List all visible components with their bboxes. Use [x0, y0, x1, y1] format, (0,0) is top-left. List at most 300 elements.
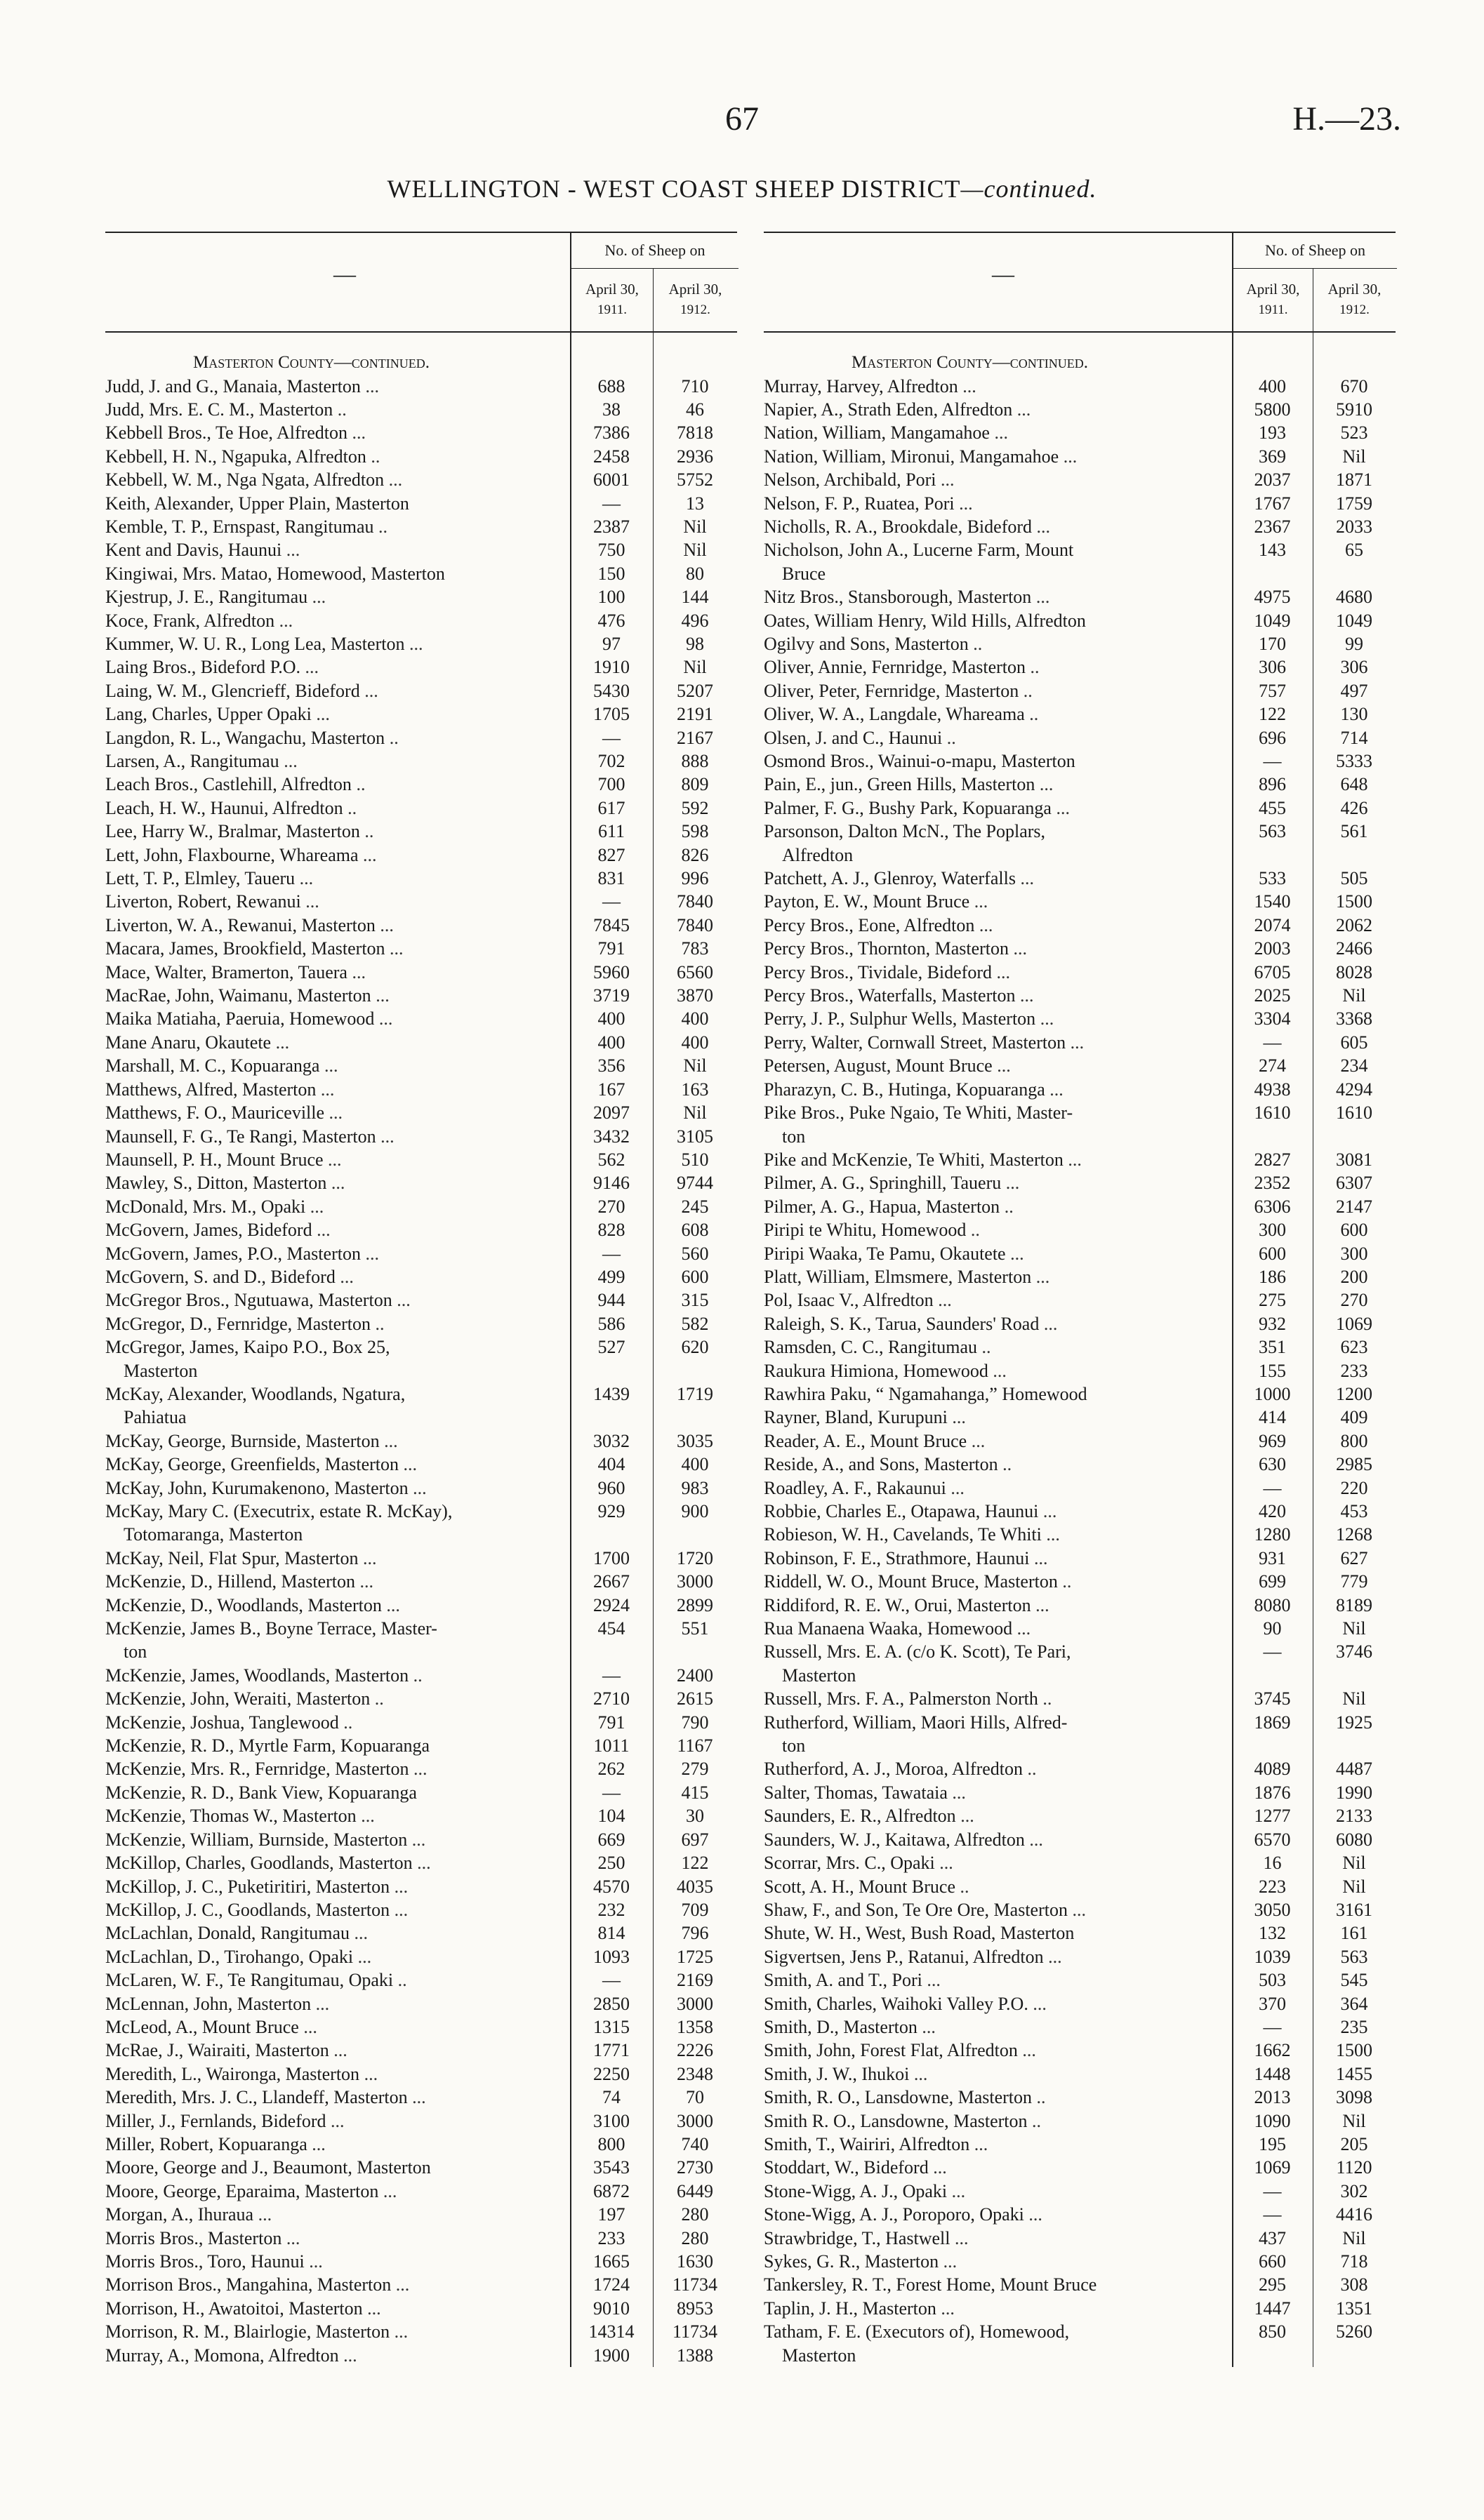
leader-dots: ... [335, 1266, 354, 1287]
leader-dots: .. [370, 1688, 384, 1709]
sheep-1912: 796 [681, 1923, 709, 1944]
sheep-1911: 562 [597, 1149, 625, 1170]
sheep-1911: 2037 [1254, 469, 1291, 491]
owner-name: McGovern, James, Bideford ... [105, 1220, 331, 1241]
leader-dots: ... [1017, 2040, 1036, 2061]
leader-dots: ... [304, 2251, 323, 2272]
table-row [105, 1429, 737, 1453]
leader-dots: ... [933, 1290, 952, 1311]
owner-name: Bruce [782, 563, 826, 584]
sheep-1912: 161 [1340, 1923, 1368, 1944]
owner-name: Pilmer, A. G., Hapua, Masterton .. [764, 1196, 1014, 1217]
sheep-1911: 929 [597, 1501, 625, 1521]
sheep-1911: 274 [1259, 1055, 1286, 1076]
owner-name: Percy Bros., Thornton, Masterton ... [764, 938, 1028, 959]
sheep-1912: 809 [681, 774, 709, 795]
header-group: No. of Sheep on [1232, 233, 1397, 269]
table-row [105, 1734, 737, 1757]
sheep-1911: 827 [597, 844, 625, 865]
table-row [764, 1898, 1396, 1921]
leader-dots: ... [1039, 1313, 1058, 1334]
sheep-1912: 900 [681, 1501, 709, 1521]
table-row [105, 562, 737, 585]
sheep-1911: 143 [1259, 540, 1286, 561]
sheep-1912: 233 [1340, 1360, 1368, 1381]
table-row [764, 702, 1396, 726]
sheep-1911: 1705 [593, 704, 630, 725]
sheep-1912: 1268 [1336, 1524, 1372, 1545]
sheep-1912: 9744 [677, 1173, 713, 1194]
sheep-1911: 38 [602, 399, 621, 420]
leader-dots: ... [281, 2227, 300, 2248]
owner-name: Morris Bros., Toro, Haunui ... [105, 2251, 323, 2272]
sheep-1911: 1439 [593, 1383, 630, 1404]
leader-dots: .. [942, 727, 956, 748]
owner-name: McKenzie, Mrs. R., Fernridge, Masterton ... [105, 1759, 428, 1780]
leader-dots: ... [281, 540, 300, 561]
leader-dots: ... [311, 1993, 330, 2014]
sheep-1911: 944 [597, 1290, 625, 1311]
owner-name: Nelson, Archibald, Pori ... [764, 469, 955, 491]
sheep-1911: 2250 [593, 2063, 630, 2084]
owner-name: Morgan, A., Ihuraua ... [105, 2204, 272, 2225]
sheep-1912: 3000 [677, 2110, 713, 2131]
sheep-1912: 1455 [1336, 2063, 1372, 2084]
owner-name: Payton, E. W., Mount Bruce ... [764, 891, 988, 912]
sheep-1912: 4680 [1336, 587, 1372, 608]
owner-name: Smith, John, Forest Flat, Alfredton ... [764, 2040, 1036, 2061]
table-row [105, 1828, 737, 1851]
owner-name: Pharazyn, C. B., Hutinga, Kopuaranga ... [764, 1079, 1064, 1100]
sheep-1912: 2167 [677, 727, 713, 748]
sheep-1911: 1090 [1254, 2110, 1291, 2131]
sheep-1912: 592 [681, 797, 709, 818]
sheep-1911: 527 [597, 1337, 625, 1358]
table-row [764, 1078, 1396, 1101]
owner-name: Shute, W. H., West, Bush Road, Masterton [764, 1923, 1075, 1944]
owner-name: Sykes, G. R., Masterton ... [764, 2251, 958, 2272]
sheep-1912: 714 [1340, 727, 1368, 748]
sheep-1911: — [602, 493, 621, 514]
sheep-1912: 2033 [1336, 516, 1372, 537]
table-row [105, 796, 737, 820]
owner-name: Kjestrup, J. E., Rangitumau ... [105, 587, 326, 608]
sheep-1911: 1910 [593, 657, 630, 678]
sheep-1911: 3719 [593, 985, 630, 1006]
sheep-1912: 1069 [1336, 1313, 1372, 1334]
owner-name: McDonald, Mrs. M., Opaki ... [105, 1196, 324, 1217]
table-row [764, 655, 1396, 679]
sheep-1911: 3100 [593, 2110, 630, 2131]
table-row [764, 2156, 1396, 2179]
sheep-1911: — [602, 891, 621, 912]
sheep-1911: 757 [1259, 680, 1286, 701]
table-row [105, 1125, 737, 1148]
sheep-1912: 5910 [1336, 399, 1372, 420]
sheep-1911: — [1263, 2204, 1282, 2225]
leader-dots: ... [360, 1243, 379, 1264]
sheep-1911: 5430 [593, 680, 630, 701]
leader-dots: ... [1035, 1008, 1054, 1029]
header-group: No. of Sheep on [570, 233, 738, 269]
sheep-1911: 9010 [593, 2298, 630, 2319]
owner-name: McKenzie, James, Woodlands, Masterton .. [105, 1665, 423, 1686]
table-row [764, 1992, 1396, 2015]
sheep-1911: 5960 [593, 961, 630, 982]
sheep-1912: 790 [681, 1712, 709, 1733]
sheep-1912: Nil [683, 1102, 707, 1124]
leader-dots: ... [934, 1853, 953, 1874]
sheep-1912: 2062 [1336, 914, 1372, 935]
table-row [105, 867, 737, 890]
leader-dots: ... [1015, 985, 1034, 1006]
leader-dots: ... [379, 1430, 398, 1451]
table-row [105, 890, 737, 913]
sheep-1912: 1049 [1336, 610, 1372, 631]
leader-dots: ... [409, 1759, 428, 1780]
sheep-1912: Nil [1342, 446, 1366, 467]
sheep-1911: — [1263, 1032, 1282, 1053]
sheep-1912: Nil [1342, 985, 1366, 1006]
leader-dots: ... [936, 2298, 955, 2319]
owner-name: Larsen, A., Rangitumau ... [105, 751, 298, 771]
sheep-1912: 740 [681, 2133, 709, 2154]
sheep-1912: 826 [681, 844, 709, 865]
owner-name: Murray, Harvey, Alfredton ... [764, 375, 976, 396]
table-row [105, 2086, 737, 2109]
leader-dots: .. [343, 797, 357, 818]
owner-name: Patchett, A. J., Glenroy, Waterfalls ... [764, 868, 1034, 889]
sheep-1912: 1759 [1336, 493, 1372, 514]
leader-dots: .. [966, 1220, 980, 1241]
owner-name: Stoddart, W., Bideford ... [764, 2157, 947, 2178]
leader-dots: ... [928, 2157, 947, 2178]
leader-dots: ... [967, 1430, 986, 1451]
leader-dots: ... [1031, 587, 1050, 608]
owner-name: Judd, J. and G., Manaia, Masterton ... [105, 375, 379, 396]
table-row [764, 1242, 1396, 1265]
leader-dots: ... [390, 1876, 409, 1897]
leader-dots: ... [391, 2274, 410, 2295]
sheep-1911: 660 [1259, 2251, 1286, 2272]
owner-name: Liverton, W. A., Rewanui, Masterton ... [105, 914, 394, 935]
owner-name: Osmond Bros., Wainui-o-mapu, Masterton [764, 751, 1075, 771]
table-row [105, 1078, 737, 1101]
sheep-1911: 611 [597, 821, 625, 842]
leader-dots: ... [358, 844, 377, 865]
table-row [105, 1500, 737, 1523]
table-row [764, 1968, 1396, 1992]
leader-dots: ... [1031, 1266, 1050, 1287]
leader-dots: ... [917, 2016, 936, 2037]
table-row [105, 844, 737, 867]
owner-name: Robbie, Charles E., Otapawa, Haunui ... [764, 1501, 1057, 1521]
table-row [105, 773, 737, 796]
sheep-1911: — [602, 727, 621, 748]
leader-dots: ... [385, 938, 404, 959]
owner-name: Saunders, W. J., Kaitawa, Alfredton ... [764, 1829, 1043, 1850]
owner-name: Morrison, R. M., Blairlogie, Masterton ... [105, 2321, 409, 2342]
leader-dots: ... [376, 1126, 395, 1147]
leader-dots: ... [969, 2133, 988, 2154]
table-row [764, 2062, 1396, 2086]
sheep-1911: 700 [597, 774, 625, 795]
table-row [764, 2039, 1396, 2062]
sheep-1911: 1093 [593, 1946, 630, 1967]
table-row [105, 1007, 737, 1030]
sheep-1911: 2074 [1254, 914, 1291, 935]
table-row [764, 421, 1396, 444]
sheep-1911: 155 [1259, 1360, 1286, 1381]
sheep-1911: 600 [1259, 1243, 1286, 1264]
sheep-1912: 620 [681, 1337, 709, 1358]
table-row [764, 609, 1396, 632]
table-row [105, 2320, 737, 2343]
table-row [105, 1031, 737, 1054]
table-row [764, 1359, 1396, 1382]
owner-name: Murray, A., Momona, Alfredton ... [105, 2345, 357, 2366]
table-row [105, 2227, 737, 2250]
leader-dots: ... [326, 1173, 345, 1194]
leader-dots: ... [946, 1477, 965, 1498]
owner-name: Robinson, F. E., Strathmore, Haunui ... [764, 1547, 1048, 1568]
leader-dots: ... [412, 1853, 431, 1874]
sheep-1912: 163 [681, 1079, 709, 1100]
sheep-1912: 605 [1340, 1032, 1368, 1053]
sheep-1912: 608 [681, 1220, 709, 1241]
sheep-1912: 718 [1340, 2251, 1368, 2272]
table-row [764, 1711, 1396, 1734]
table-row [105, 609, 737, 632]
table-row [105, 445, 737, 468]
owner-name: Platt, William, Elmsmere, Masterton ... [764, 1266, 1050, 1287]
sheep-1912: 2899 [677, 1594, 713, 1615]
leader-dots: ... [350, 1923, 369, 1944]
sheep-1912: 3000 [677, 1993, 713, 2014]
sheep-1911: 104 [597, 1806, 625, 1827]
sheep-1912: 800 [1340, 1430, 1368, 1451]
owner-name: Kummer, W. U. R., Long Lea, Masterton ... [105, 633, 423, 654]
sheep-1911: 3745 [1254, 1688, 1291, 1709]
table-row [764, 1007, 1396, 1030]
sheep-1912: 2169 [677, 1970, 713, 1991]
leader-dots: ... [362, 2298, 381, 2319]
table-row [764, 1828, 1396, 1851]
leader-dots: ... [1045, 1079, 1064, 1100]
leader-dots: ... [939, 2251, 958, 2272]
owner-name: Alfredton [782, 844, 854, 865]
owner-name: Leach, H. W., Haunui, Alfredton .. [105, 797, 357, 818]
table-row [105, 749, 737, 773]
leader-dots: ... [375, 914, 394, 935]
sheep-1912: 497 [1340, 680, 1368, 701]
sheep-1911: 2387 [593, 516, 630, 537]
table-row [764, 468, 1396, 491]
sheep-1912: 13 [686, 493, 704, 514]
leader-dots: .. [371, 1313, 385, 1334]
sheep-1911: 233 [597, 2227, 625, 2248]
sheep-1912: 3161 [1336, 1899, 1372, 1920]
owner-name: Percy Bros., Tividale, Bideford ... [764, 961, 1010, 982]
owner-name: Riddell, W. O., Mount Bruce, Masterton .. [764, 1571, 1072, 1592]
owner-name: Ramsden, C. C., Rangitumau .. [764, 1337, 991, 1358]
owner-name: Oliver, Annie, Fernridge, Masterton .. [764, 657, 1040, 678]
sheep-1912: 1388 [677, 2345, 713, 2366]
sheep-1911: 300 [1259, 1220, 1286, 1241]
sheep-1912: 888 [681, 751, 709, 771]
sheep-1912: 551 [681, 1618, 709, 1639]
table-row [764, 890, 1396, 913]
table-row [764, 1195, 1396, 1218]
owner-name: Reader, A. E., Mount Bruce ... [764, 1430, 986, 1451]
leader-dots: ... [992, 1055, 1011, 1076]
sheep-1911: 3304 [1254, 1008, 1291, 1029]
sheep-1912: 2400 [677, 1665, 713, 1686]
leader-dots: ... [311, 704, 330, 725]
sheep-1912: 80 [686, 563, 704, 584]
leader-dots: ... [338, 2345, 357, 2366]
owner-name: Mane Anaru, Okautete ... [105, 1032, 290, 1053]
sheep-1911: 1280 [1254, 1524, 1291, 1545]
sheep-1911: 499 [597, 1266, 625, 1287]
sheep-1912: 1500 [1336, 891, 1372, 912]
sheep-1911: 1869 [1254, 1712, 1291, 1733]
table-row [764, 445, 1396, 468]
sheep-1911: 4089 [1254, 1759, 1291, 1780]
owner-name: Ogilvy and Sons, Masterton .. [764, 633, 983, 654]
owner-name: McKenzie, R. D., Bank View, Kopuaranga [105, 1782, 417, 1803]
sheep-1912: 1167 [677, 1735, 713, 1756]
sheep-1911: 437 [1259, 2227, 1286, 2248]
owner-name: Koce, Frank, Alfredton ... [105, 610, 293, 631]
sheep-1912: 3081 [1336, 1149, 1372, 1170]
sheep-1911: 6872 [593, 2180, 630, 2201]
sheep-1912: 496 [681, 610, 709, 631]
table-row [764, 398, 1396, 421]
table-row [764, 515, 1396, 538]
table-row [105, 1288, 737, 1312]
leader-dots: ... [323, 1149, 342, 1170]
leader-dots: ... [1012, 399, 1031, 420]
sheep-1911: — [602, 1665, 621, 1686]
sheep-1912: 8953 [677, 2298, 713, 2319]
owner-name: Laing, W. M., Glencrieff, Bideford ... [105, 680, 378, 701]
sheep-1911: 2667 [593, 1571, 630, 1592]
table-row [764, 1265, 1396, 1288]
header-dash: — [992, 261, 1014, 286]
table-row [764, 2203, 1396, 2226]
sheep-1912: 1500 [1336, 2040, 1372, 2061]
sheep-1911: 100 [597, 587, 625, 608]
leader-dots: ... [1012, 1618, 1031, 1639]
owner-name: McGovern, James, P.O., Masterton ... [105, 1243, 379, 1264]
table-row [764, 1476, 1396, 1500]
sheep-1912: 510 [681, 1149, 709, 1170]
owner-name: Meredith, L., Waironga, Masterton ... [105, 2063, 378, 2084]
table-row [105, 1453, 737, 1476]
owner-name: Palmer, F. G., Bushy Park, Kopuaranga ... [764, 797, 1070, 818]
leader-dots: .. [409, 1665, 423, 1686]
owner-name: Raleigh, S. K., Tarua, Saunders' Road ... [764, 1313, 1058, 1334]
sheep-1912: 627 [1340, 1547, 1368, 1568]
table-body [764, 333, 1396, 2367]
owner-name: Smith, T., Wairiri, Alfredton ... [764, 2133, 988, 2154]
sheep-1912: 144 [681, 587, 709, 608]
leader-dots: ... [1031, 1594, 1049, 1615]
table-row [105, 1171, 737, 1194]
sheep-1911: 1448 [1254, 2063, 1291, 2084]
table-row [764, 2109, 1396, 2133]
table-row [764, 1171, 1396, 1194]
owner-name: Nation, William, Mironui, Mangamahoe ... [764, 446, 1078, 467]
owner-name: Raukura Himiona, Homewood ... [764, 1360, 1007, 1381]
sheep-1911: 16 [1263, 1853, 1282, 1874]
sheep-1912: 996 [681, 868, 709, 889]
sheep-1911: 3543 [593, 2157, 630, 2178]
leader-dots: .. [1038, 1688, 1052, 1709]
owner-name: ton [782, 1735, 806, 1756]
sheep-1912: 648 [1340, 774, 1368, 795]
header-1911: April 30, 1911. [1232, 268, 1313, 331]
leader-dots: .. [1026, 657, 1040, 678]
sheep-1911: 223 [1259, 1876, 1286, 1897]
owner-name: Totomaranga, Masterton [124, 1524, 303, 1545]
owner-name: Oates, William Henry, Wild Hills, Alfredton [764, 610, 1086, 631]
table-row [105, 984, 737, 1007]
table-body [105, 333, 737, 2367]
leader-dots: ... [1032, 516, 1051, 537]
owner-name: Shaw, F., and Son, Te Ore Ore, Masterton ... [764, 1899, 1086, 1920]
sheep-1911: 2013 [1254, 2087, 1291, 2108]
owner-name: Saunders, E. R., Alfredton ... [764, 1806, 974, 1827]
sheep-1912: 2191 [677, 704, 713, 725]
table-row [764, 679, 1396, 702]
owner-name: Kebbell Bros., Te Hoe, Alfredton ... [105, 422, 366, 444]
table-row [764, 2180, 1396, 2203]
leader-dots: ... [947, 1782, 966, 1803]
leader-dots: ... [958, 375, 976, 396]
sheep-1912: 30 [686, 1806, 704, 1827]
table-header [764, 232, 1396, 333]
owner-name: Masterton [124, 1360, 198, 1381]
leader-dots: ... [371, 985, 390, 1006]
sheep-1911: 932 [1259, 1313, 1286, 1334]
sheep-1911: 132 [1259, 1923, 1286, 1944]
leader-dots: ... [1035, 774, 1054, 795]
leader-dots: ... [271, 1032, 290, 1053]
sheep-1912: Nil [683, 516, 707, 537]
sheep-1912: 300 [1340, 1243, 1368, 1264]
table-row [764, 562, 1396, 585]
table-row [105, 1687, 737, 1710]
sheep-1912: 1120 [1336, 2157, 1372, 2178]
leader-dots: ... [392, 1290, 411, 1311]
owner-name: Kent and Davis, Haunui ... [105, 540, 300, 561]
owner-name: Strawbridge, T., Hastwell ... [764, 2227, 969, 2248]
sheep-1911: 74 [602, 2087, 621, 2108]
leader-dots: ... [347, 961, 366, 982]
table-row [105, 1945, 737, 1968]
table-row [764, 1757, 1396, 1780]
owner-name: Nelson, F. P., Ruatea, Pori ... [764, 493, 973, 514]
sheep-1911: 306 [1259, 657, 1286, 678]
owner-name: Parsonson, Dalton McN., The Poplars, [764, 821, 1046, 842]
sheep-1912: 99 [1345, 633, 1363, 654]
sheep-1911: 702 [597, 751, 625, 771]
sheep-1911: 8080 [1254, 1594, 1291, 1615]
owner-name: Rayner, Bland, Kurupuni ... [764, 1407, 966, 1428]
leader-dots: ... [936, 469, 955, 491]
